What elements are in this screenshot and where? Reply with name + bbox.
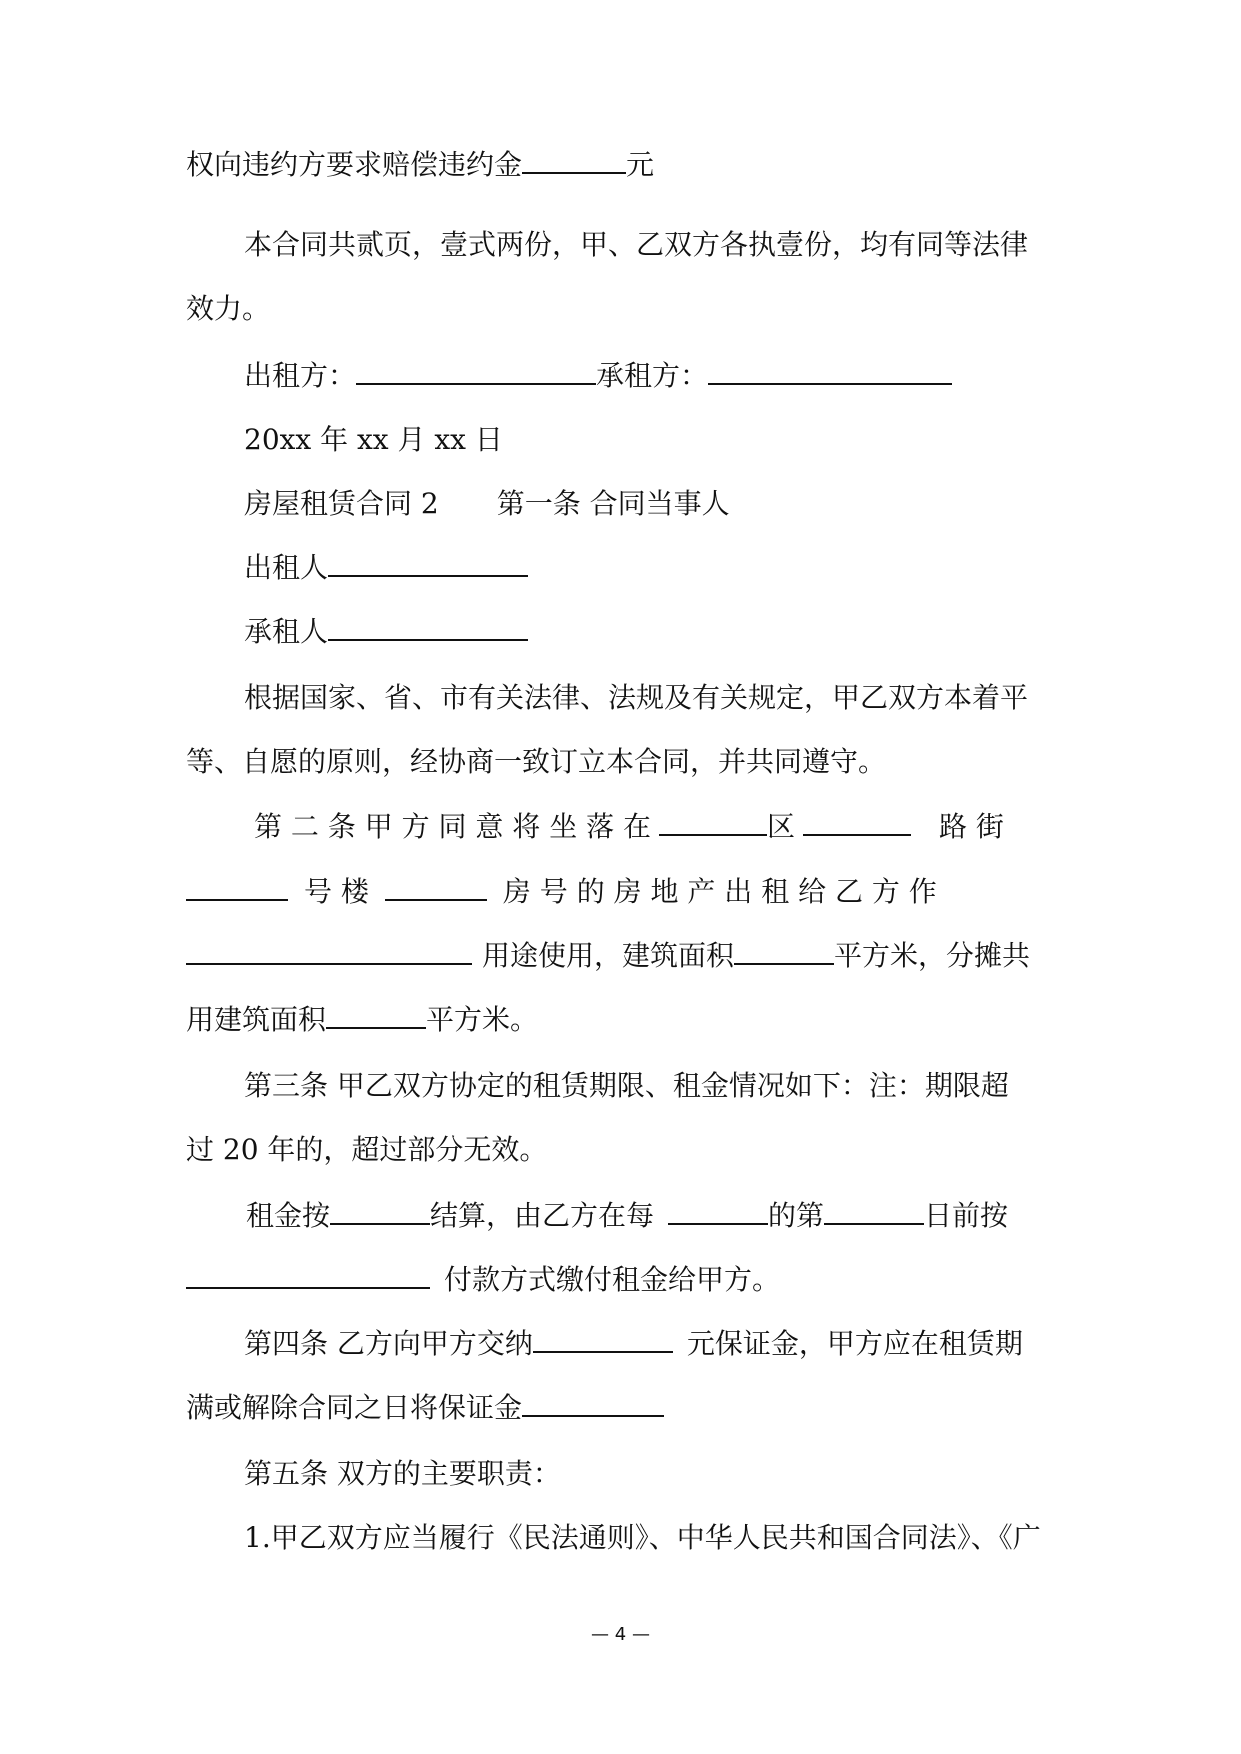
text-line: 1.甲乙双方应当履行《民法通则》、中华人民共和国合同法》、《广 <box>244 1521 1041 1554</box>
text-segment: 日前按 <box>924 1199 1009 1232</box>
text-line: 第三条 甲乙双方协定的租赁期限、租金情况如下：注：期限超 <box>244 1069 1009 1102</box>
fill-blank <box>330 1197 430 1225</box>
text-segment: 房 号 的 房 地 产 出 租 给 乙 方 作 <box>502 875 937 908</box>
fill-blank <box>328 549 528 577</box>
date-line: 20xx 年 xx 月 xx 日 <box>244 423 503 456</box>
fill-blank <box>186 1261 430 1289</box>
article-heading: 第一条 合同当事人 <box>496 487 730 520</box>
fill-blank <box>385 873 487 901</box>
text-line <box>254 807 1004 847</box>
text-line <box>186 1000 538 1040</box>
text-line: 本合同共贰页，壹式两份，甲、乙双方各执壹份，均有同等法律 <box>244 228 1029 261</box>
text-line: 根据国家、省、市有关法律、法规及有关规定，甲乙双方本着平 <box>244 681 1029 714</box>
text-line <box>186 1260 780 1300</box>
text-segment: 权向违约方要求赔偿违约金 <box>186 148 523 181</box>
text-segment: 路 街 <box>939 810 1004 843</box>
fill-blank <box>522 146 626 174</box>
text-line <box>244 1324 1023 1364</box>
fill-blank <box>659 808 767 836</box>
lessee-label: 承租人 <box>244 615 329 648</box>
lessee-label: 承租方： <box>596 359 709 392</box>
text-segment: 付款方式缴付租金给甲方。 <box>444 1263 781 1296</box>
text-line <box>186 936 1030 976</box>
page-number: — 4 — <box>591 1624 650 1645</box>
fill-blank <box>668 1197 768 1225</box>
text-segment: 平方米，分摊共 <box>834 939 1031 972</box>
text-segment: 第 二 条 甲 方 同 意 将 坐 落 在 <box>254 810 652 843</box>
text-line <box>186 1388 664 1428</box>
fill-blank <box>326 1001 426 1029</box>
fill-blank <box>708 357 952 385</box>
fill-blank <box>328 613 528 641</box>
text-segment: 元 <box>626 148 655 181</box>
fill-blank <box>533 1325 673 1353</box>
text-line <box>186 145 654 185</box>
text-segment: 用途使用，建筑面积 <box>482 939 735 972</box>
text-segment: 元保证金，甲方应在租赁期 <box>686 1327 1023 1360</box>
lessor-label: 出租人 <box>244 551 329 584</box>
fill-blank <box>356 357 596 385</box>
fill-blank <box>522 1389 664 1417</box>
fill-blank <box>734 937 834 965</box>
fill-blank <box>186 873 288 901</box>
text-line <box>244 484 730 524</box>
text-line: 等、自愿的原则，经协商一致订立本合同，并共同遵守。 <box>186 745 887 778</box>
text-line <box>244 612 528 652</box>
text-segment: 第四条 乙方向甲方交纳 <box>244 1327 533 1360</box>
text-line <box>246 1196 1008 1236</box>
text-segment: 的第 <box>768 1199 825 1232</box>
text-segment: 租金按 <box>246 1199 331 1232</box>
text-line: 效力。 <box>186 292 271 325</box>
fill-blank <box>803 808 911 836</box>
text-segment: 区 <box>767 810 796 843</box>
text-segment: 平方米。 <box>426 1003 539 1036</box>
text-line <box>244 548 528 588</box>
text-segment: 结算，由乙方在每 <box>430 1199 655 1232</box>
fill-blank <box>186 937 472 965</box>
text-line: 第五条 双方的主要职责： <box>244 1457 561 1490</box>
lessor-label: 出租方： <box>244 359 357 392</box>
signature-line <box>244 356 952 396</box>
text-segment: 号 楼 <box>304 875 369 908</box>
text-line: 过 20 年的，超过部分无效。 <box>186 1133 548 1166</box>
contract-title: 房屋租赁合同 2 <box>244 487 439 520</box>
fill-blank <box>824 1197 924 1225</box>
text-line <box>186 872 937 912</box>
text-segment: 满或解除合同之日将保证金 <box>186 1391 523 1424</box>
text-segment: 用建筑面积 <box>186 1003 327 1036</box>
